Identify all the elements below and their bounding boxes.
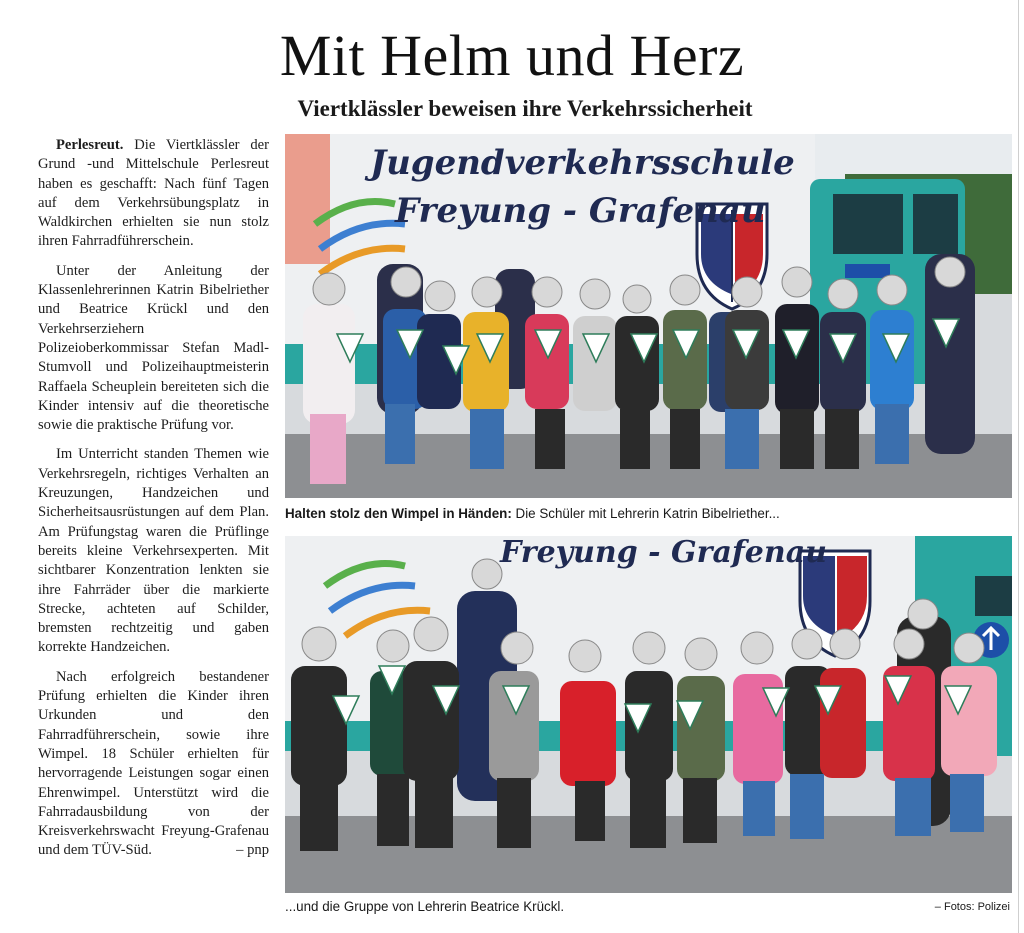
headline: Mit Helm und Herz [279,23,745,88]
truck-lettering-line-1: Jugendverkehrsschule [370,143,795,183]
photo-2-caption: ...und die Gruppe von Lehrerin Beatrice Krückl. [285,899,565,914]
caption-lead: Halten stolz den Wimpel in Händen: [285,506,512,521]
article-paragraph-3: Im Unterricht standen Themen wie Verkehrsregeln, richtiges Verhalten an Kreuzungen, Handzeichen und Sicherheitsausrüstungen auf dem Plan. Am Prüfungstag waren die Prüflinge bereits kleine Verkehrsexperten. Mit sichtbarer Konzentration lenkten sie ihre Fahrräder über die markierte Strecke, achteten auf Schilder, bremsten rechtzeitig und gaben korrekte Handzeichen. [38,446,269,656]
photo-group-bibelriether [285,134,1012,498]
photo-1-illustration [285,134,1012,498]
photo-group-kruckl [285,536,1012,893]
paragraph-text: Nach erfolgreich bestandener Prüfung erhielten die Kinder ihren Urkunden und den Fahrradführerschein, sowie ihre Wimpel. 18 Schüler erhielten für hervorragende Leistungen sogar einen Ehrenwimpel. Unterstützt wird die Fahrradausbildung von der Kreisverkehrswacht Freyung-Grafenau und dem TÜV-Süd. [38,668,269,859]
author-signoff: – pnp [236,842,269,859]
article-paragraph-2: Unter der Anleitung der Klassenlehrerinnen Katrin Bibelriether und Beatrice Krückl und den Verkehrserziehern Polizeioberkommissar Stefan Madl-Stumvoll und Polizeihauptmeisterin Raffaela Scheuplein bereiteten sich die Kinder intensiv auf die theoretische sowie die praktische Prüfung vor. [38,262,269,434]
paragraph-text: Die Viertklässler der Grund -und Mittelschule Perlesreut haben es geschafft: Nach fünf Tagen auf dem Verkehrsübungsplatz in Waldkirchen erhielten sie nun stolz ihren Fahrradführerschein. [38,137,269,250]
article-paragraph-4 [38,668,269,861]
photo-credit: – Fotos: Polizei [934,901,1010,913]
photo-1-caption [285,506,1012,521]
article-paragraph-1 [38,136,269,252]
photo-2-illustration [285,536,1012,893]
column-rule [1018,0,1019,933]
dateline: Perlesreut. [56,137,124,153]
article-body [38,136,269,871]
caption-text: Die Schüler mit Lehrerin Katrin Bibelriether... [511,506,780,521]
subheadline: Viertklässler beweisen ihre Verkehrssicherheit [297,96,753,121]
truck-lettering: Freyung - Grafenau [500,536,827,570]
truck-lettering-line-2: Freyung - Grafenau [395,191,766,231]
